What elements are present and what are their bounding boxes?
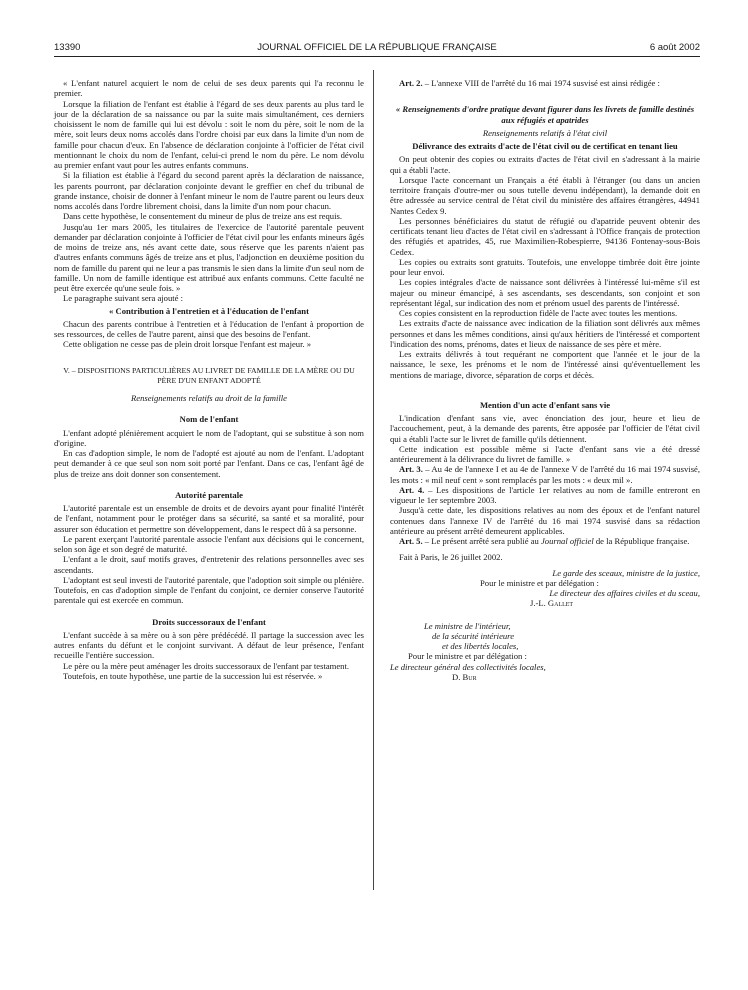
heading-mention: Mention d'un acte d'enfant sans vie [479,399,611,410]
paragraph: Ces copies consistent en la reproduction fidèle de l'acte avec toutes les mentions. [399,308,678,318]
page-header [54,40,700,57]
signature-interieur: Le ministre de l'intérieur, de la sécurité intérieure et des libertés locales, Pour le ministre et par délégation : Le directeur général des collectivités locales, D. Bur [390,621,700,683]
paragraph: L'enfant adopté plénièrement acquiert le nom de l'adoptant, qui se substitue à son nom d'origine. [54,427,364,448]
paragraph: L'enfant a le droit, sauf motifs graves, d'entretenir des relations personnelles avec ses ascendants. [54,554,364,575]
article-label: Art. 2. [399,78,423,88]
subtitle-etat-civil: Renseignements relatifs à l'état civil [482,127,608,138]
page-number: 13390 [54,42,81,53]
paragraph: Chacun des parents contribue à l'entretien et à l'éducation de l'enfant à proportion de ses ressources, de celles de l'autre parent, ainsi que des besoins de l'enfant. [54,318,364,339]
subtitle-droit-famille: Renseignements relatifs au droit de la famille [131,393,287,403]
heading-renseignements: « Renseignements d'ordre pratique devant figurer dans les livrets de famille destinés aux réfugiés et apatrides [395,104,695,125]
heading-autorite: Autorité parentale [175,489,243,500]
article-4: Art. 4. – Les dispositions de l'article 1er relatives au nom de famille entreront en vigueur le 1er septembre 2003. [390,484,700,505]
article-3: Art. 3. – Au 4e de l'annexe I et au 4e de l'annexe V de l'arrêté du 16 mai 1974 susvisé, les mots : « mil neuf cent » sont remplacés par les mots : « deux mil ». [390,464,700,485]
paragraph: Jusqu'à cette date, les dispositions relatives au nom des époux et de l'enfant naturel contenues dans l'annexe IV de l'arrêté du 16 mai 1974 susvisé dans sa rédaction antérieure au présent arrêté demeurent applicables. [390,505,700,536]
paragraph: L'enfant succède à sa mère ou à son père prédécédé. Il partage la succession avec les autres enfants du défunt et le conjoint survivant. A défaut de leur présence, l'enfant recueille l'entière succession. [54,629,364,661]
paragraph: L'autorité parentale est un ensemble de droits et de devoirs ayant pour finalité l'intérêt de l'enfant, notamment pour le protéger dans sa sécurité, sa santé et sa moralité, pour assurer son éducation et permettre son développement, dans le respect dû à sa personne. [54,503,364,534]
paragraph: Le paragraphe suivant sera ajouté : [63,293,184,304]
signatory-name: J.-L. Gallet [530,598,574,609]
paragraph: On peut obtenir des copies ou extraits d'actes de l'état civil en s'adressant à la mairie qui a établi l'acte. [390,154,700,175]
paragraph: Cette obligation ne cesse pas de plein droit lorsque l'enfant est majeur. » [63,339,312,350]
signatory-name: D. Bur [452,671,477,682]
paragraph: Lorsque l'acte concernant un Français a été établi à l'étranger (ou dans un ancien territoire français d'outre-mer ou sous tutelle devenu indépendant), la demande doit en être adressée au service central de l'état civil du ministère des affaires étrangères, 44941 Nantes Cedex 9. [390,174,700,216]
paragraph: Toutefois, en toute hypothèse, une partie de la succession lui est réservée. » [63,670,323,681]
article-5: Art. 5. – Le présent arrêté sera publié au Journal officiel de la République française. [399,536,690,546]
left-column [54,78,364,681]
paragraph: Les copies ou extraits sont gratuits. Toutefois, une enveloppe timbrée doit être jointe pour leur envoi. [390,256,700,277]
paragraph: Dans cette hypothèse, le consentement du mineur de plus de treize ans est requis. [63,211,342,222]
paragraph: L'indication d'enfant sans vie, avec énonciation des jour, heure et lieu de l'accouchement, peut, à la demande des parents, être apposée par l'officier de l'état civil qui a établi l'acte sur le livret de famille qu'ils détiennent. [390,413,700,444]
signature-justice: Le garde des sceaux, ministre de la justice, Pour le ministre et par délégation : Le directeur des affaires civiles et du sceau, J.-L. Gallet [390,568,700,609]
paragraph: Cette indication est possible même si l'acte d'enfant sans vie a été dressé antérieurement à la délivrance du livret de famille. » [390,443,700,464]
paragraph: Les extraits d'acte de naissance avec indication de la filiation sont délivrés aux mêmes personnes et dans les mêmes conditions, ainsi qu'aux héritiers de l'intéressé et comportent l'indication des noms, prénoms, dates et lieux de naissance de ses père et mère. [390,318,700,349]
journal-title: JOURNAL OFFICIEL DE LA RÉPUBLIQUE FRANÇAISE [257,42,497,53]
issue-date: 6 août 2002 [649,42,700,53]
paragraph: Le parent exerçant l'autorité parentale associe l'enfant aux décisions qui le concernent, selon son âge et son degré de maturité. [54,533,364,554]
paragraph: Les copies intégrales d'acte de naissance sont délivrées à l'intéressé lui-même s'il est majeur ou mineur émancipé, à ses ascendants, ses descendants, son conjoint et son représentant légal, sur indication des nom et prénom usuel des parents de l'intéressé. [390,277,700,308]
fait-a-paris: Fait à Paris, le 26 juillet 2002. [399,552,503,563]
right-column [390,78,700,682]
paragraph: Lorsque la filiation de l'enfant est établie à l'égard de ses deux parents au plus tard le jour de la déclaration de sa naissance ou par la suite mais simultanément, ces derniers choisissent le nom de famille qui lui est dévolu : soit le nom du père, soit le nom de la mère, soit leurs deux noms accolés dans l'ordre choisi par eux dans la limite d'un nom de famille pour chacun d'eux. En l'absence de déclaration conjointe à l'officier de l'état civil mentionnant le choix du nom de l'enfant, celui-ci prend le nom du père. Le nom dévolu au premier enfant vaut pour les autres enfants communs. [54,98,364,170]
heading-contribution: « Contribution à l'entretien et à l'éducation de l'enfant [109,305,309,316]
column-divider [373,70,374,890]
paragraph: Jusqu'au 1er mars 2005, les titulaires de l'exercice de l'autorité parentale peuvent demander par déclaration conjointe à l'officier de l'état civil pour les enfants mineurs âgés de moins de treize ans, nés avant cette date, sous réserve que les parents n'aient pas d'autres enfants communs âgés de treize ans et plus, l'adjonction en deuxième position du nom de famille du parent qui ne leur a pas transmis le sien dans la limite d'un seul nom de famille. Un nom de famille identique est attribué aux enfants communs. Cette faculté ne peut être exercée qu'une seule fois. » [54,221,364,293]
paragraph: L'adoptant est seul investi de l'autorité parentale, que l'adoption soit simple ou plénière. Toutefois, en cas d'adoption simple de l'enfant du conjoint, ce dernier conserve l'autorité parentale qui est exercée en commun. [54,574,364,606]
paragraph: En cas d'adoption simple, le nom de l'adopté est ajouté au nom de l'enfant. L'adoptant peut demander à ce que seul son nom soit porté par l'enfant. Dans ce cas, l'enfant âgé de plus de treize ans doit donner son consentement. [54,448,364,479]
paragraph: Les personnes bénéficiaires du statut de réfugié ou d'apatride peuvent obtenir des certificats tenant lieu d'actes de l'état civil en s'adressant à l'Office français de protection des réfugiés et apatrides, 45, rue Maximilien-Robespierre, 94136 Fontenay-sous-Bois Cedex. [390,215,700,257]
paragraph: « L'enfant naturel acquiert le nom de celui de ses deux parents qui l'a reconnu le premier. [54,78,364,99]
section-v-title: V. – DISPOSITIONS PARTICULIÈRES AU LIVRET DE FAMILLE DE LA MÈRE OU DU PÈRE D'UN ENFANT ADOPTÉ [63,365,355,385]
paragraph: Si la filiation est établie à l'égard du second parent après la déclaration de naissance, les parents pourront, par déclaration conjointe devant le greffier en chef du tribunal de grande instance, choisir de donner à l'enfant mineur le nom de l'autre parent ou leurs deux noms accolés dans l'ordre librement choisi, dans la limite d'un nom pour chacun. [54,170,364,211]
article-2: Art. 2. – L'annexe VIII de l'arrêté du 16 mai 1974 susvisé est ainsi rédigée : [399,78,660,88]
heading-delivrance: Délivrance des extraits d'acte de l'état civil ou de certificat en tenant lieu [412,141,678,151]
heading-nom: Nom de l'enfant [179,414,239,425]
paragraph: Les extraits délivrés à tout requérant ne comportent que l'année et le jour de la naissance, le sexe, les prénoms et le nom de l'intéressé ainsi qu'éventuellement les mentions de mariage, divorce, séparation de corps et décès. [390,349,700,380]
heading-droits: Droits successoraux de l'enfant [152,616,266,627]
paragraph: Le père ou la mère peut aménager les droits successoraux de l'enfant par testament. [63,660,349,671]
